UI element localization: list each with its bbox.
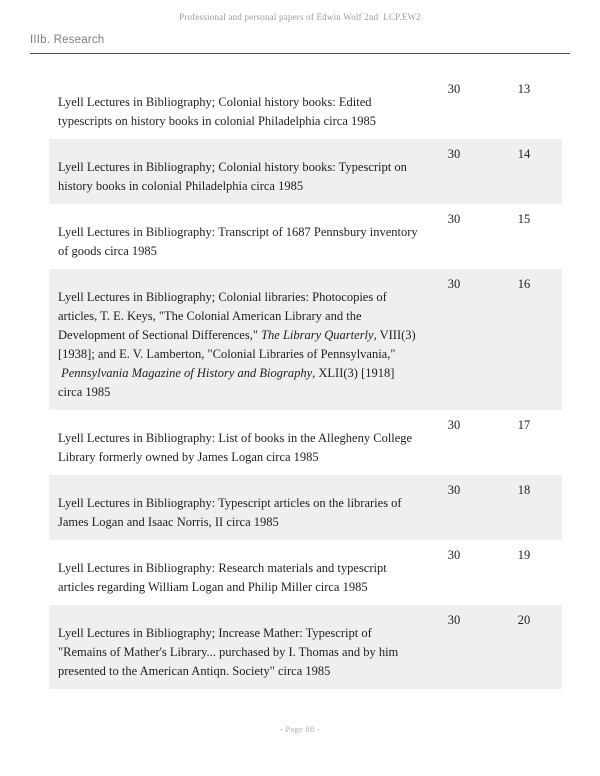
section-label: IIIb. Research: [30, 34, 105, 46]
box-number: 30: [447, 548, 461, 562]
item-description: [49, 624, 419, 681]
folder-number: 16: [517, 277, 531, 291]
container-list-table: [49, 74, 562, 689]
table-row: [49, 475, 562, 540]
description-text: , VIII(3) [1938]; and E. V. Lamberton, "Colonial Libraries of Pennsylvania,": [58, 328, 416, 380]
description-text: Lyell Lectures in Bibliography: Research materials and typescript articles regarding William Logan and Philip Miller circa 1985: [58, 561, 387, 594]
folder-number: 17: [517, 418, 531, 432]
description-title-italic: Pennsylvania Magazine of History and Biography: [61, 366, 313, 380]
box-number: 30: [447, 82, 461, 96]
box-number: 30: [447, 418, 461, 432]
folder-number: 19: [517, 548, 531, 562]
running-head-title: Professional and personal papers of Edwin Wolf 2nd LCP.EW2: [179, 12, 421, 22]
item-description: [49, 494, 419, 532]
box-number: 30: [447, 212, 461, 226]
description-text: Lyell Lectures in Bibliography: List of books in the Allegheny College Library formerly owned by James Logan circa 1985: [58, 431, 413, 464]
item-description: [49, 559, 419, 597]
box-number: 30: [447, 613, 461, 627]
folder-number: 13: [517, 82, 531, 96]
description-text: Lyell Lectures in Bibliography; Increase Mather: Typescript of "Remains of Mather's Library... purchased by I. Thomas and by him presented to the American Antiqn. Society" circa 1985: [58, 626, 399, 678]
box-number: 30: [447, 277, 461, 291]
table-row: [49, 74, 562, 139]
folder-number: 14: [517, 147, 531, 161]
folder-number: 18: [517, 483, 531, 497]
table-row: [49, 139, 562, 204]
item-description: [49, 429, 419, 467]
table-row: [49, 269, 562, 410]
section-header-rule: [30, 30, 570, 54]
table-row: [49, 605, 562, 689]
folder-number: 15: [517, 212, 531, 226]
table-row: [49, 204, 562, 269]
item-description: [49, 288, 419, 402]
box-number: 30: [447, 147, 461, 161]
item-description: [49, 158, 419, 196]
description-text: Lyell Lectures in Bibliography; Colonial history books: Typescript on history books in colonial Philadelphia circa 1985: [58, 160, 407, 193]
description-text: Lyell Lectures in Bibliography; Colonial libraries: Photocopies of articles, T. E. Keys, "The Colonial American Library and the Development of Sectional Differences,": [58, 290, 387, 342]
description-text: Lyell Lectures in Bibliography: Transcript of 1687 Pennsbury inventory of goods circa 1985: [58, 225, 418, 258]
description-text: , XLII(3) [1918] circa 1985: [58, 366, 395, 399]
description-title-italic: The Library Quarterly: [261, 328, 374, 342]
item-description: [49, 93, 419, 131]
description-text: Lyell Lectures in Bibliography: Typescript articles on the libraries of James Logan and Isaac Norris, II circa 1985: [58, 496, 402, 529]
box-number: 30: [447, 483, 461, 497]
item-description: [49, 223, 419, 261]
folder-number: 20: [517, 613, 531, 627]
table-row: [49, 540, 562, 605]
page-number-footer: - Page 88 -: [279, 724, 321, 734]
table-row: [49, 410, 562, 475]
description-text: Lyell Lectures in Bibliography; Colonial history books: Edited typescripts on history books in colonial Philadelphia circa 1985: [58, 95, 376, 128]
